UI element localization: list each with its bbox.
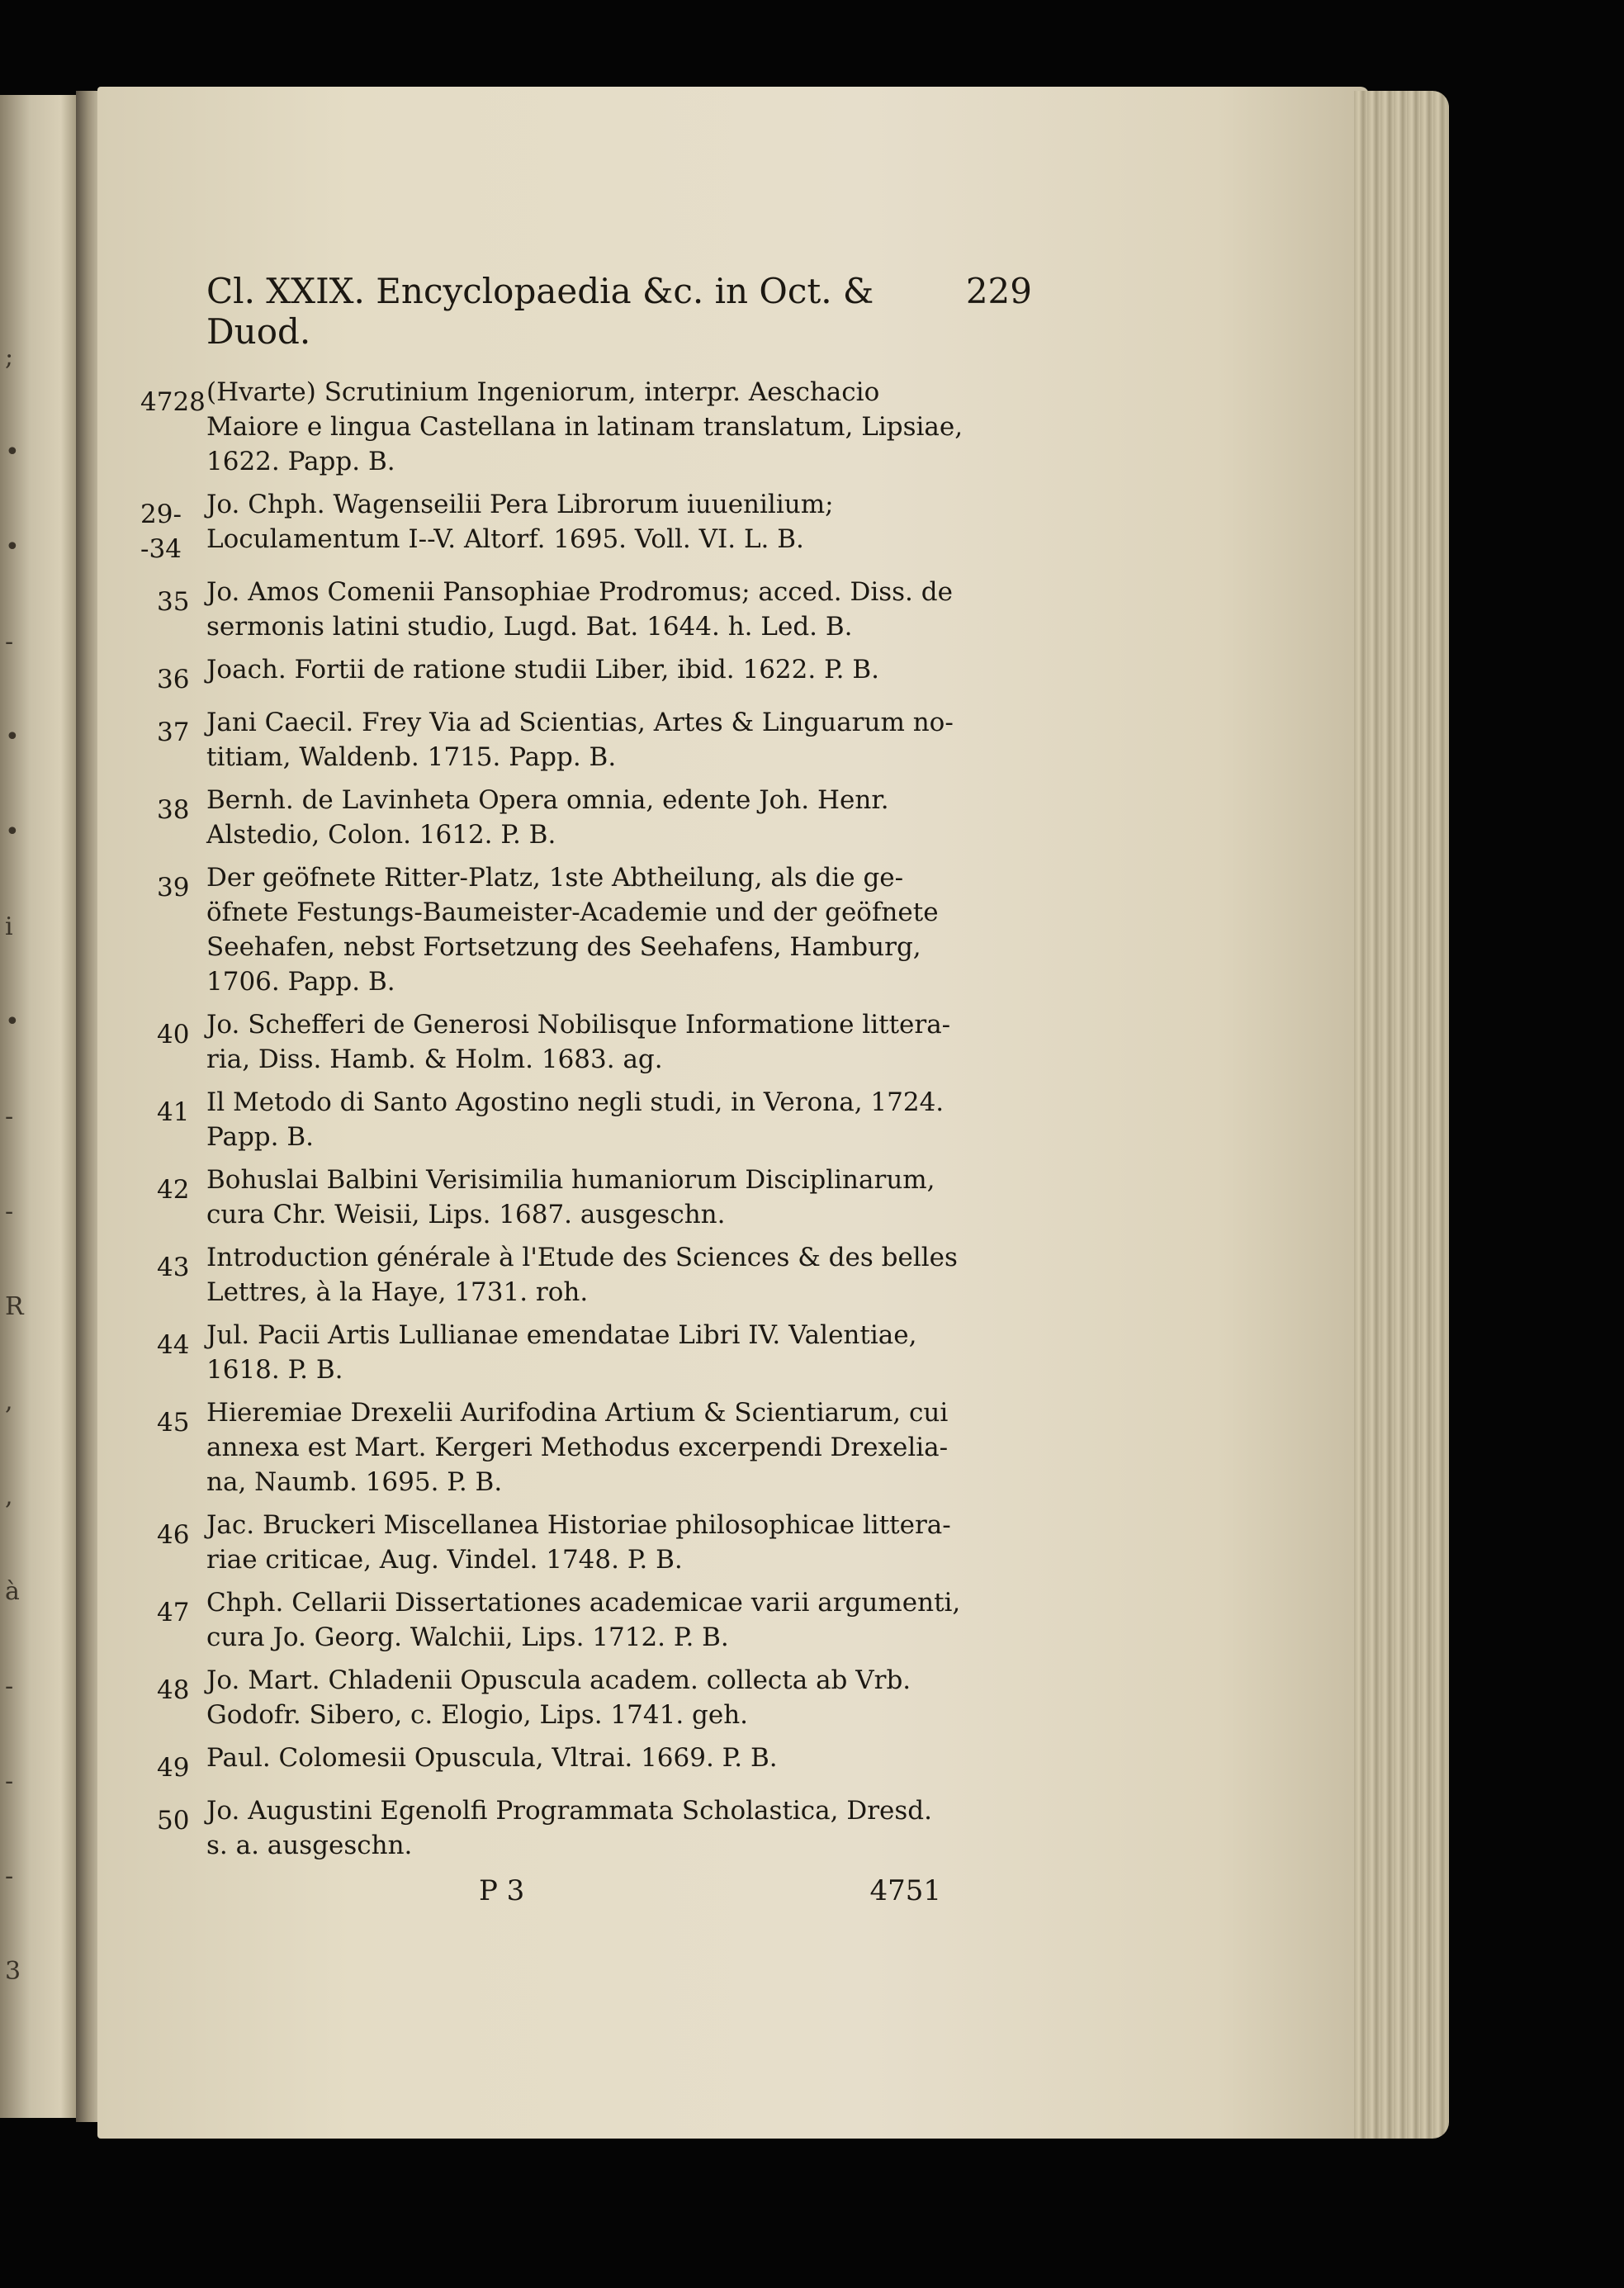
margin-mark: i bbox=[5, 912, 13, 941]
entry-line: ria, Diss. Hamb. & Holm. 1683. ag. bbox=[206, 1045, 663, 1074]
catalog-entry bbox=[157, 1163, 991, 1232]
margin-mark: - bbox=[5, 628, 14, 656]
margin-mark: R bbox=[5, 1292, 24, 1321]
catalog-entry bbox=[157, 1793, 991, 1863]
entry-line: Il Metodo di Santo Agostino negli studi, in Verona, 1724. bbox=[206, 1087, 945, 1117]
entry-text bbox=[206, 783, 991, 852]
entry-number: 42 bbox=[157, 1175, 190, 1205]
entry-text bbox=[206, 860, 991, 999]
entry-line: 1622. Papp. B. bbox=[206, 447, 395, 476]
margin-mark: 3 bbox=[5, 1957, 21, 1986]
entry-line: cura Chr. Weisii, Lips. 1687. ausgeschn. bbox=[206, 1200, 726, 1229]
entry-text bbox=[206, 1793, 991, 1863]
signature-mark: P 3 bbox=[479, 1874, 525, 1907]
entry-line: Der geöfnete Ritter-Platz, 1ste Abtheilung, als die ge- bbox=[206, 863, 904, 893]
entry-number: 49 bbox=[157, 1753, 190, 1783]
entry-line: Paul. Colomesii Opuscula, Vltrai. 1669. P. B. bbox=[206, 1743, 778, 1773]
entry-number: 35 bbox=[157, 587, 190, 617]
catalog-entries bbox=[140, 375, 991, 1863]
running-head-title: Cl. XXIX. Encyclopaedia &c. in Oct. & Duod. bbox=[206, 271, 874, 352]
entry-number: 29--34 bbox=[140, 500, 182, 564]
entry-text bbox=[206, 1085, 991, 1154]
entry-line: Jo. Augustini Egenolfi Programmata Scholastica, Dresd. bbox=[206, 1796, 932, 1826]
catalog-entry bbox=[157, 783, 991, 852]
entry-line: Lettres, à la Haye, 1731. roh. bbox=[206, 1277, 589, 1307]
entry-line: öfnete Festungs-Baumeister-Academie und der geöfnete bbox=[206, 898, 939, 927]
entry-text bbox=[206, 1007, 991, 1077]
entry-line: s. a. ausgeschn. bbox=[206, 1831, 413, 1860]
entry-line: Bohuslai Balbini Verisimilia humaniorum Disciplinarum, bbox=[206, 1165, 935, 1195]
margin-mark: - bbox=[5, 1102, 14, 1131]
entry-line: Joach. Fortii de ratione studii Liber, ibid. 1622. P. B. bbox=[206, 655, 880, 685]
entry-number: 38 bbox=[157, 795, 190, 825]
entry-text bbox=[206, 1663, 991, 1732]
entry-line: titiam, Waldenb. 1715. Papp. B. bbox=[206, 742, 617, 772]
entry-line: Jo. Mart. Chladenii Opuscula academ. collecta ab Vrb. bbox=[206, 1665, 911, 1695]
catalog-entry bbox=[157, 1085, 991, 1154]
entry-line: Hieremiae Drexelii Aurifodina Artium & Scientiarum, cui bbox=[206, 1398, 949, 1428]
catalog-entry bbox=[157, 1663, 991, 1732]
margin-mark: • bbox=[5, 533, 20, 561]
page-text bbox=[140, 271, 1032, 1907]
entry-text bbox=[206, 575, 991, 644]
entry-line: Introduction générale à l'Etude des Sciences & des belles bbox=[206, 1243, 958, 1272]
catalog-entry bbox=[157, 652, 991, 697]
entry-line: Seehafen, nebst Fortsetzung des Seehafens, Hamburg, bbox=[206, 932, 921, 962]
entry-line: 1706. Papp. B. bbox=[206, 967, 395, 997]
entry-line: Godofr. Sibero, c. Elogio, Lips. 1741. geh. bbox=[206, 1700, 749, 1730]
entry-line: Loculamentum I--V. Altorf. 1695. Voll. VI. L. B. bbox=[206, 524, 804, 554]
entry-line: Jani Caecil. Frey Via ad Scientias, Artes & Linguarum no- bbox=[206, 708, 954, 737]
entry-line: Maiore e lingua Castellana in latinam translatum, Lipsiae, bbox=[206, 412, 964, 442]
catalog-entry bbox=[157, 1741, 991, 1785]
entry-line: 1618. P. B. bbox=[206, 1355, 343, 1385]
margin-mark: • bbox=[5, 722, 20, 751]
entry-text bbox=[206, 1741, 991, 1785]
margin-mark: • bbox=[5, 817, 20, 846]
catalog-entry bbox=[157, 705, 991, 775]
margin-mark: • bbox=[5, 1007, 20, 1036]
entry-number: 39 bbox=[157, 873, 190, 902]
entry-number: 41 bbox=[157, 1097, 190, 1127]
margin-mark: - bbox=[5, 1672, 14, 1701]
catalog-entry bbox=[140, 487, 991, 566]
entry-text bbox=[206, 1240, 991, 1310]
entry-line: annexa est Mart. Kergeri Methodus excerpendi Drexelia- bbox=[206, 1433, 949, 1462]
margin-mark: - bbox=[5, 1767, 14, 1796]
entry-number: 37 bbox=[157, 718, 190, 747]
catalog-entry bbox=[157, 1240, 991, 1310]
margin-mark: • bbox=[5, 438, 20, 467]
margin-mark: - bbox=[5, 1862, 14, 1891]
entry-line: Jac. Bruckeri Miscellanea Historiae philosophicae littera- bbox=[206, 1510, 951, 1540]
entry-number: 46 bbox=[157, 1520, 190, 1550]
catalog-entry bbox=[157, 1395, 991, 1499]
entry-number: 45 bbox=[157, 1408, 190, 1438]
entry-text bbox=[206, 1395, 991, 1499]
entry-text bbox=[206, 375, 991, 479]
entry-line: sermonis latini studio, Lugd. Bat. 1644. h. Led. B. bbox=[206, 612, 853, 642]
catalog-entry bbox=[157, 1318, 991, 1387]
entry-text bbox=[206, 1585, 991, 1655]
running-head bbox=[206, 271, 1032, 352]
entry-number: 36 bbox=[157, 665, 190, 694]
entry-line: (Hvarte) Scrutinium Ingeniorum, interpr. Aeschacio bbox=[206, 377, 880, 407]
entry-line: Jul. Pacii Artis Lullianae emendatae Libri IV. Valentiae, bbox=[206, 1320, 917, 1350]
entry-line: cura Jo. Georg. Walchii, Lips. 1712. P. B. bbox=[206, 1622, 729, 1652]
entry-number: 40 bbox=[157, 1020, 190, 1049]
entry-line: Jo. Amos Comenii Pansophiae Prodromus; acced. Diss. de bbox=[206, 577, 953, 607]
catalog-entry bbox=[140, 375, 991, 479]
entry-number: 43 bbox=[157, 1253, 190, 1282]
entry-text bbox=[206, 1163, 991, 1232]
catalog-entry bbox=[157, 1508, 991, 1577]
entry-line: Bernh. de Lavinheta Opera omnia, edente Joh. Henr. bbox=[206, 785, 889, 815]
page-footer bbox=[479, 1874, 941, 1907]
entry-line: Jo. Chph. Wagenseilii Pera Librorum iuuenilium; bbox=[206, 490, 834, 519]
margin-mark: à bbox=[5, 1577, 20, 1606]
margin-mark: - bbox=[5, 1197, 14, 1226]
entry-line: Jo. Schefferi de Generosi Nobilisque Informatione littera- bbox=[206, 1010, 951, 1040]
page-stack-edge bbox=[1354, 91, 1449, 2139]
margin-mark: ; bbox=[5, 343, 14, 372]
facing-page-edge bbox=[0, 95, 76, 2118]
catalog-entry bbox=[157, 860, 991, 999]
page-number: 229 bbox=[965, 271, 1032, 311]
entry-text bbox=[206, 1508, 991, 1577]
entry-text bbox=[206, 705, 991, 775]
catalog-entry bbox=[157, 575, 991, 644]
entry-line: Chph. Cellarii Dissertationes academicae varii argumenti, bbox=[206, 1588, 961, 1618]
entry-number: 47 bbox=[157, 1598, 190, 1627]
margin-mark: , bbox=[5, 1387, 13, 1416]
entry-number: 44 bbox=[157, 1330, 190, 1360]
catchword: 4751 bbox=[869, 1874, 941, 1907]
entry-line: Papp. B. bbox=[206, 1122, 314, 1152]
catalog-entry bbox=[157, 1585, 991, 1655]
entry-line: riae criticae, Aug. Vindel. 1748. P. B. bbox=[206, 1545, 683, 1575]
margin-mark: , bbox=[5, 1482, 13, 1511]
entry-text bbox=[206, 1318, 991, 1387]
entry-text bbox=[206, 487, 991, 566]
entry-line: na, Naumb. 1695. P. B. bbox=[206, 1467, 503, 1497]
catalog-entry bbox=[157, 1007, 991, 1077]
entry-line: Alstedio, Colon. 1612. P. B. bbox=[206, 820, 556, 850]
entry-number: 4728 bbox=[140, 387, 206, 417]
entry-text bbox=[206, 652, 991, 697]
entry-number: 50 bbox=[157, 1806, 190, 1836]
entry-number: 48 bbox=[157, 1675, 190, 1705]
